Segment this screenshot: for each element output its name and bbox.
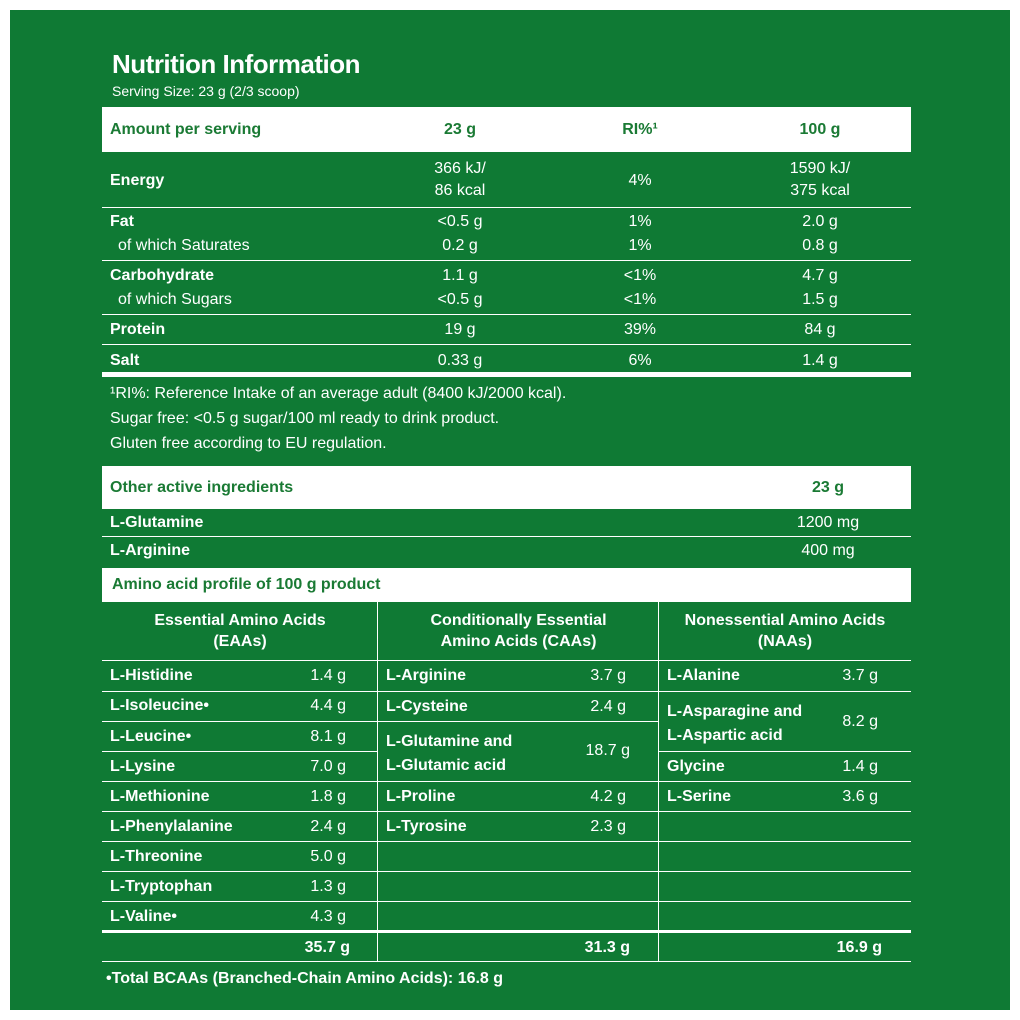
eaa-value: 5.0 g	[310, 848, 346, 865]
totals-rule	[102, 930, 911, 933]
caa-name: L-Tyrosine	[386, 818, 467, 835]
salt-label: Salt	[110, 352, 140, 369]
other-active-name: L-Arginine	[110, 542, 190, 559]
caa-value: 2.4 g	[590, 698, 626, 715]
energy-ri: 4%	[628, 172, 652, 189]
caa-name: L-Glutamic acid	[386, 757, 507, 774]
protein-100: 84 g	[804, 321, 836, 338]
divider	[102, 841, 911, 842]
divider	[102, 660, 911, 661]
divider	[102, 260, 911, 261]
eaa-name: L-Leucine•	[110, 728, 192, 745]
eaa-name: L-Valine•	[110, 908, 177, 925]
eaa-header-line1: Essential Amino Acids	[154, 612, 326, 629]
protein-serving: 19 g	[444, 321, 476, 338]
protein-label: Protein	[110, 321, 166, 338]
caa-name: L-Arginine	[386, 667, 466, 684]
eaa-name: L-Lysine	[110, 758, 176, 775]
other-active-amount: 400 mg	[801, 542, 855, 559]
carbohydrate-label: Carbohydrate	[110, 267, 215, 284]
divider	[102, 811, 911, 812]
naa-header-line2: (NAAs)	[757, 633, 813, 650]
salt-100: 1.4 g	[802, 352, 838, 369]
eaa-value: 1.4 g	[310, 667, 346, 684]
naa-header-line1: Nonessential Amino Acids	[684, 612, 886, 629]
page-title: Nutrition Information	[112, 49, 361, 79]
eaa-name: L-Phenylalanine	[110, 818, 233, 835]
ri-footnote: ¹RI%: Reference Intake of an average adult (8400 kJ/2000 kcal).	[110, 385, 567, 402]
saturates-label: of which Saturates	[118, 237, 250, 254]
sugars-ri: <1%	[623, 291, 657, 308]
caa-header-line1: Conditionally Essential	[430, 612, 607, 629]
caa-value: 2.3 g	[590, 818, 626, 835]
caa-value: 4.2 g	[590, 788, 626, 805]
carbohydrate-100: 4.7 g	[802, 267, 838, 284]
saturates-serving: 0.2 g	[442, 237, 478, 254]
header-amount-per-serving: Amount per serving	[110, 121, 262, 138]
divider	[102, 536, 911, 537]
eaa-value: 4.3 g	[310, 908, 346, 925]
naa-name: L-Aspartic acid	[667, 727, 783, 744]
fat-label: Fat	[110, 213, 134, 230]
naa-value: 3.7 g	[842, 667, 878, 684]
gluten-free-note: Gluten free according to EU regulation.	[110, 435, 387, 452]
eaa-name: L-Methionine	[110, 788, 210, 805]
carbohydrate-ri: <1%	[623, 267, 657, 284]
divider	[102, 314, 911, 315]
caa-name: L-Proline	[386, 788, 456, 805]
energy-label: Energy	[110, 172, 165, 189]
eaa-name: L-Histidine	[110, 667, 193, 684]
fat-100: 2.0 g	[802, 213, 838, 230]
divider	[102, 961, 911, 962]
caa-value: 18.7 g	[585, 742, 630, 759]
carbohydrate-serving: 1.1 g	[442, 267, 478, 284]
divider	[102, 344, 911, 345]
other-active-amount: 1200 mg	[796, 514, 860, 531]
header-per-serving: 23 g	[443, 121, 476, 138]
caa-total: 31.3 g	[584, 939, 630, 956]
eaa-value: 1.3 g	[310, 878, 346, 895]
divider	[659, 751, 911, 752]
caa-name: L-Cysteine	[386, 698, 468, 715]
energy-100-kj: 1590 kJ/	[789, 160, 851, 177]
sugars-serving: <0.5 g	[437, 291, 483, 308]
divider	[102, 207, 911, 208]
bcaa-note: •Total BCAAs (Branched-Chain Amino Acids): 16.8 g	[106, 970, 504, 987]
amino-header: Amino acid profile of 100 g product	[112, 576, 381, 593]
saturates-ri: 1%	[628, 237, 652, 254]
fat-serving: <0.5 g	[437, 213, 483, 230]
eaa-name: L-Isoleucine•	[110, 697, 209, 714]
energy-serving-kcal: 86 kcal	[434, 182, 486, 199]
caa-value: 3.7 g	[590, 667, 626, 684]
salt-ri: 6%	[628, 352, 652, 369]
sugar-free-note: Sugar free: <0.5 g sugar/100 ml ready to drink product.	[110, 410, 500, 427]
other-active-amount-header: 23 g	[811, 479, 844, 496]
eaa-value: 2.4 g	[310, 818, 346, 835]
divider	[102, 901, 911, 902]
fat-ri: 1%	[628, 213, 652, 230]
header-ri: RI%¹	[622, 121, 658, 138]
saturates-100: 0.8 g	[802, 237, 838, 254]
energy-100-kcal: 375 kcal	[790, 182, 850, 199]
table-bottom-rule	[102, 372, 911, 377]
eaa-value: 8.1 g	[310, 728, 346, 745]
naa-value: 8.2 g	[842, 713, 878, 730]
header-per-100g: 100 g	[799, 121, 841, 138]
naa-name: L-Asparagine and	[667, 703, 803, 720]
column-divider	[658, 602, 659, 962]
divider	[102, 871, 911, 872]
sugars-label: of which Sugars	[118, 291, 232, 308]
naa-name: L-Serine	[667, 788, 732, 805]
eaa-header-line2: (EAAs)	[213, 633, 267, 650]
salt-serving: 0.33 g	[437, 352, 483, 369]
caa-name: L-Glutamine and	[386, 733, 513, 750]
eaa-value: 4.4 g	[310, 697, 346, 714]
divider	[102, 781, 911, 782]
eaa-value: 1.8 g	[310, 788, 346, 805]
divider	[102, 721, 659, 722]
caa-header-line2: Amino Acids (CAAs)	[440, 633, 597, 650]
naa-name: L-Alanine	[667, 667, 740, 684]
other-active-header: Other active ingredients	[110, 479, 294, 496]
serving-size: Serving Size: 23 g (2/3 scoop)	[112, 83, 300, 99]
naa-total: 16.9 g	[836, 939, 882, 956]
eaa-name: L-Tryptophan	[110, 878, 213, 895]
eaa-name: L-Threonine	[110, 848, 203, 865]
divider	[102, 751, 378, 752]
eaa-value: 7.0 g	[310, 758, 346, 775]
eaa-total: 35.7 g	[304, 939, 350, 956]
other-active-name: L-Glutamine	[110, 514, 204, 531]
protein-ri: 39%	[623, 321, 657, 338]
column-divider	[377, 602, 378, 962]
energy-serving-kj: 366 kJ/	[434, 160, 486, 177]
naa-name: Glycine	[667, 758, 725, 775]
naa-value: 1.4 g	[842, 758, 878, 775]
divider	[102, 691, 911, 692]
naa-value: 3.6 g	[842, 788, 878, 805]
sugars-100: 1.5 g	[802, 291, 838, 308]
